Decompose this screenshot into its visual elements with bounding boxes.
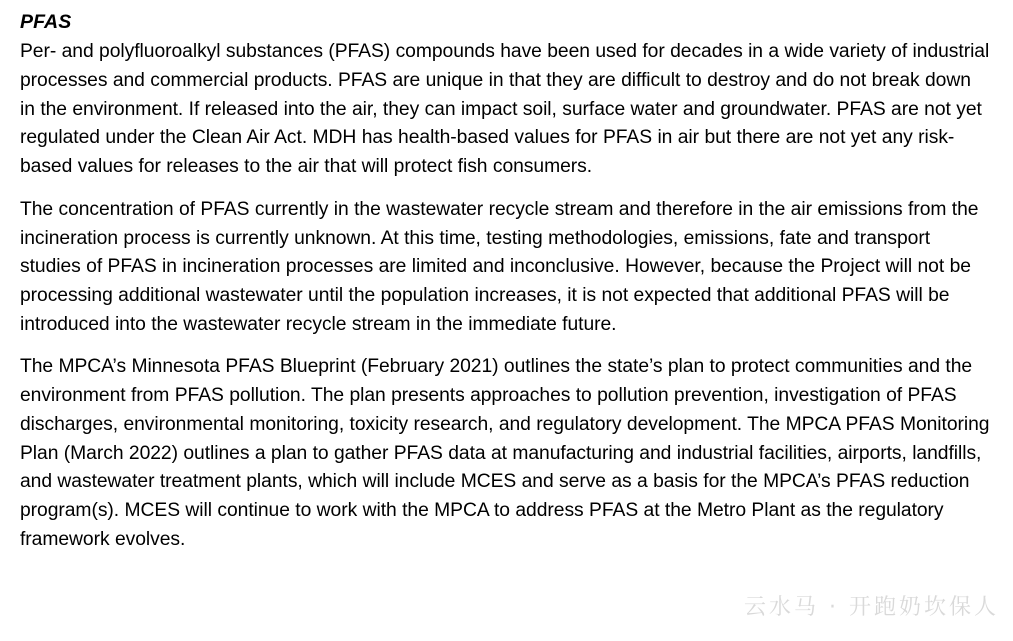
watermark-text: 云水马 · 开跑奶坎保人 xyxy=(744,595,999,620)
paragraph-pfas-blueprint: The MPCA’s Minnesota PFAS Blueprint (February 2021) outlines the state’s plan to protect communities and the environment from PFAS pollution. The plan presents approaches to pollution prevention, investigation of PFAS discharges, environmental monitoring, toxicity research, and regulatory development. The MPCA PFAS Monitoring Plan (March 2022) outlines a plan to gather PFAS data at manufacturing and industrial facilities, airports, landfills, and wastewater treatment plants, which will include MCES and serve as a basis for the MPCA’s PFAS reduction program(s). MCES will continue to work with the MPCA to address PFAS at the Metro Plant as the regulatory framework evolves. xyxy=(20,356,990,550)
section-heading-pfas: PFAS xyxy=(20,11,72,33)
paragraph-pfas-overview: Per- and polyfluoroalkyl substances (PFAS) compounds have been used for decades in a wide variety of industrial processes and commercial products. PFAS are unique in that they are difficult to destroy and do not break down in the environment. If released into the air, they can impact soil, surface water and groundwater. PFAS are not yet regulated under the Clean Air Act. MDH has health-based values for PFAS in air but there are not yet any risk-based values for releases to the air that will protect fish consumers. xyxy=(20,41,990,178)
paragraph-pfas-concentration: The concentration of PFAS currently in the wastewater recycle stream and therefore in the air emissions from the incineration process is currently unknown. At this time, testing methodologies, emissions, fate and transport studies of PFAS in incineration processes are limited and inconclusive. However, because the Project will not be processing additional wastewater until the population increases, it is not expected that additional PFAS will be introduced into the wastewater recycle stream in the immediate future. xyxy=(20,198,979,335)
